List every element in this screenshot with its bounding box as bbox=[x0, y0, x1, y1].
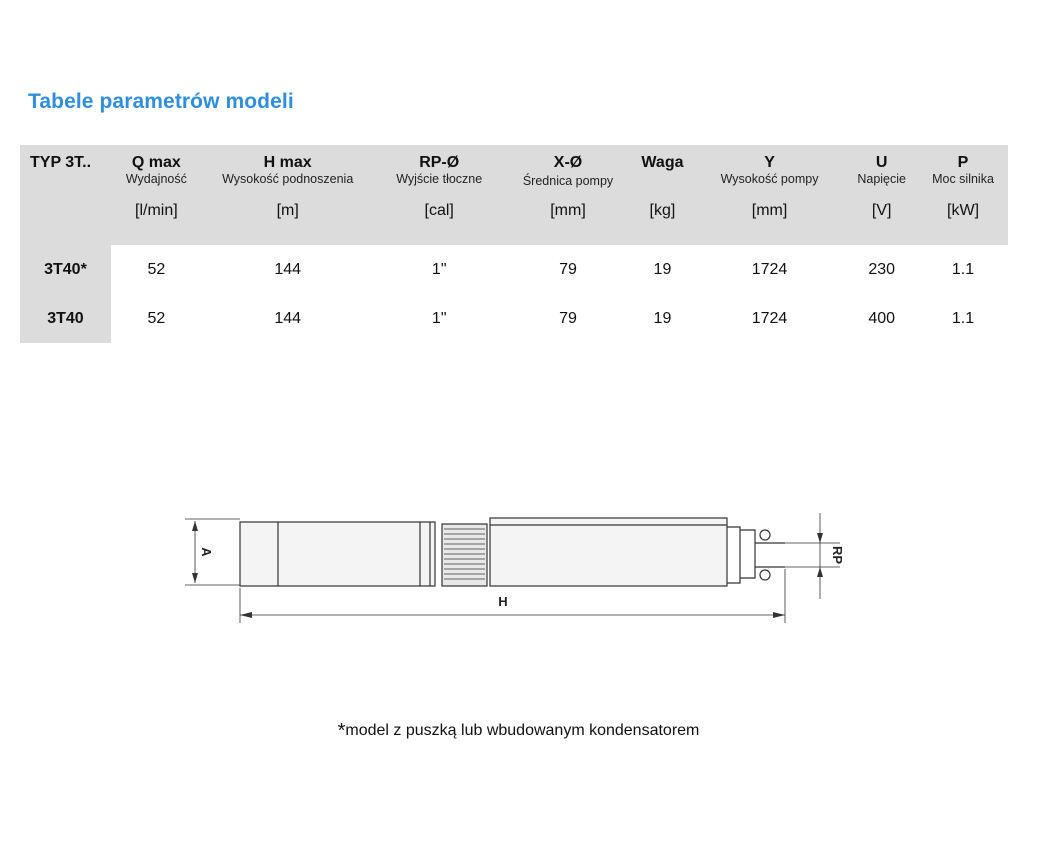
header-typ: TYP 3T.. bbox=[20, 145, 111, 245]
cell-rp: 1" bbox=[431, 260, 447, 278]
header-p: P Moc silnika [kW] bbox=[918, 145, 1008, 245]
dimension-label-a: A bbox=[199, 547, 214, 557]
header-rp: RP-Ø Wyjście tłoczne [cal] bbox=[374, 145, 505, 245]
cell-x: 79 bbox=[559, 309, 577, 327]
cell-x: 79 bbox=[559, 260, 577, 278]
cell-qmax: 52 bbox=[147, 260, 166, 278]
header-x: X-Ø Średnica pompy [mm] bbox=[505, 145, 631, 245]
cell-p: 1.1 bbox=[951, 309, 975, 327]
cell-typ: 3T40* bbox=[20, 245, 111, 294]
cell-hmax: 144 bbox=[274, 260, 302, 278]
cell-u: 230 bbox=[868, 260, 896, 278]
cell-qmax: 52 bbox=[147, 309, 166, 327]
header-qmax: Q max Wydajność [l/min] bbox=[111, 145, 202, 245]
cell-u: 400 bbox=[868, 309, 896, 327]
footnote-text: model z puszką lub wbudowanym kondensatorem bbox=[345, 722, 700, 739]
cell-rp: 1" bbox=[431, 309, 447, 327]
header-u: U Napięcie [V] bbox=[845, 145, 918, 245]
cell-waga: 19 bbox=[653, 309, 672, 327]
parameters-table bbox=[20, 145, 1008, 343]
cell-y: 1724 bbox=[751, 309, 788, 327]
cell-hmax: 144 bbox=[274, 309, 302, 327]
table-header-row bbox=[20, 145, 1008, 245]
pump-dimension-drawing bbox=[180, 505, 860, 635]
header-y: Y Wysokość pompy [mm] bbox=[694, 145, 846, 245]
dimension-label-rp: RP bbox=[830, 545, 845, 565]
footnote-star: * bbox=[337, 720, 346, 742]
cell-p: 1.1 bbox=[951, 260, 975, 278]
section-title: Tabele parametrów modeli bbox=[28, 90, 294, 113]
dimension-label-h: H bbox=[498, 594, 508, 609]
cell-typ: 3T40 bbox=[20, 294, 111, 343]
table-row bbox=[20, 294, 1008, 343]
table-row bbox=[20, 245, 1008, 294]
header-waga: Waga [kg] bbox=[631, 145, 694, 245]
footnote bbox=[0, 720, 1037, 743]
header-hmax: H max Wysokość podnoszenia [m] bbox=[202, 145, 374, 245]
cell-waga: 19 bbox=[653, 260, 672, 278]
cell-y: 1724 bbox=[751, 260, 788, 278]
